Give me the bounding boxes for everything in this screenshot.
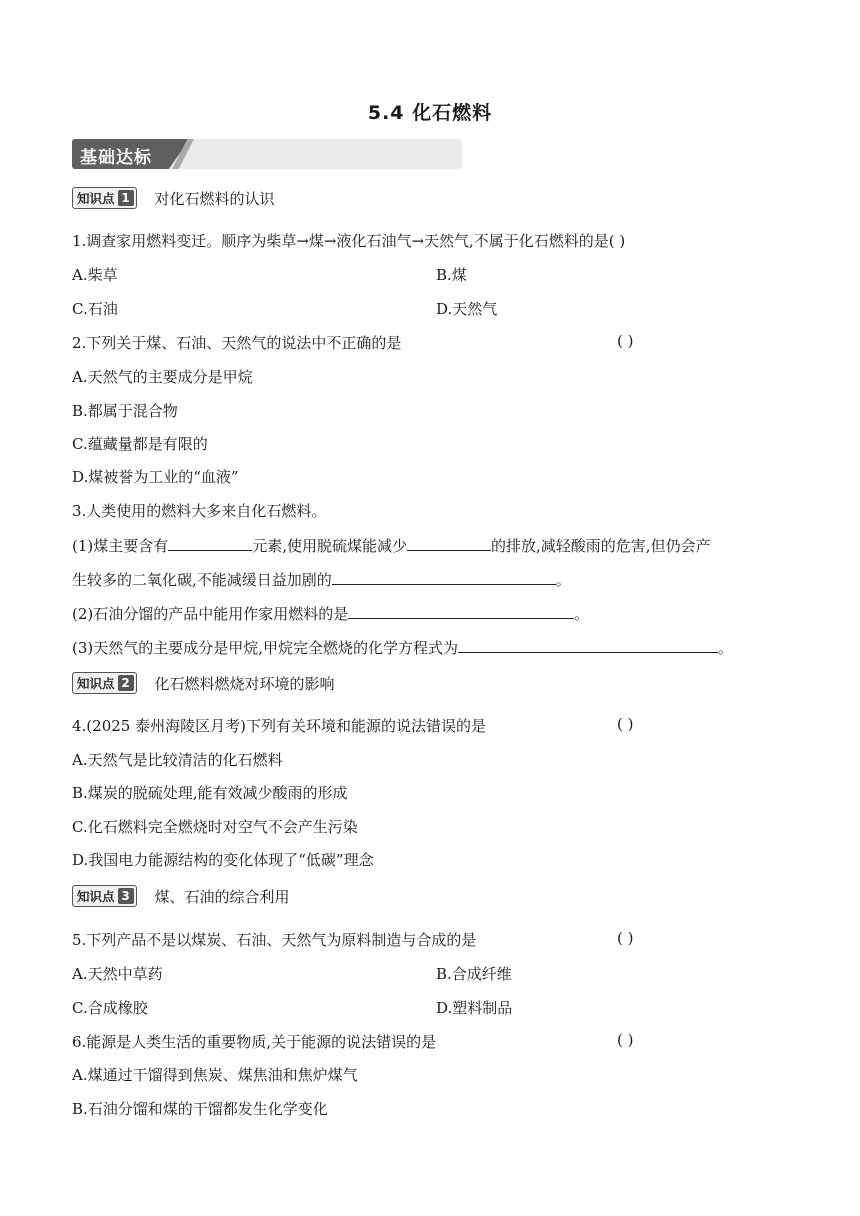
q6-option-a: A.煤通过干馏得到焦炭、煤焦油和焦炉煤气 bbox=[72, 1066, 358, 1084]
q3-part-1-line-2: 生较多的二氧化碳,不能减缓日益加剧的 。 bbox=[72, 571, 571, 589]
answer-parentheses: ( ) bbox=[617, 715, 634, 733]
q2-option-a: A.天然气的主要成分是甲烷 bbox=[72, 368, 253, 386]
q2-option-c: C.蕴藏量都是有限的 bbox=[72, 435, 208, 453]
knowledge-point-1 bbox=[72, 188, 275, 208]
q5-option-b: B.合成纤维 bbox=[436, 965, 512, 983]
q3-part-1-line-1: (1)煤主要含有 元素,使用脱硫煤能减少 的排放,减轻酸雨的危害,但仍会产 bbox=[72, 537, 711, 555]
q4-option-c: C.化石燃料完全燃烧时对空气不会产生污染 bbox=[72, 818, 358, 836]
q4-option-d: D.我国电力能源结构的变化体现了“低碳”理念 bbox=[72, 851, 374, 869]
question-3-stem: 3.人类使用的燃料大多来自化石燃料。 bbox=[72, 502, 327, 520]
answer-parentheses: ( ) bbox=[617, 332, 634, 350]
question-5-stem: 5.下列产品不是以煤炭、石油、天然气为原料制造与合成的是 bbox=[72, 931, 477, 949]
q1-option-b: B.煤 bbox=[436, 266, 467, 284]
q5-option-a: A.天然中草药 bbox=[72, 965, 163, 983]
q1-option-d: D.天然气 bbox=[436, 300, 498, 318]
q4-option-b: B.煤炭的脱硫处理,能有效减少酸雨的形成 bbox=[72, 784, 348, 802]
answer-parentheses: ( ) bbox=[617, 929, 634, 947]
section-header-bar bbox=[72, 139, 462, 169]
section-label: 基础达标 bbox=[80, 148, 152, 168]
q2-option-d: D.煤被誉为工业的“血液” bbox=[72, 468, 239, 486]
question-2-stem: 2.下列关于煤、石油、天然气的说法中不正确的是 bbox=[72, 334, 402, 352]
knowledge-point-badge: 知识点 3 bbox=[72, 885, 137, 907]
knowledge-point-2 bbox=[72, 673, 335, 693]
answer-parentheses: ( ) bbox=[617, 1031, 634, 1049]
fill-blank[interactable] bbox=[332, 569, 556, 585]
q1-option-a: A.柴草 bbox=[72, 266, 118, 284]
question-4-stem: 4.(2025 泰州海陵区月考)下列有关环境和能源的说法错误的是 bbox=[72, 717, 486, 735]
question-1-stem: 1.调查家用燃料变迁。顺序为柴草→煤→液化石油气→天然气,不属于化石燃料的是( ) bbox=[72, 232, 626, 250]
page-title: 5.4 化石燃料 bbox=[367, 102, 493, 124]
question-6-stem: 6.能源是人类生活的重要物质,关于能源的说法错误的是 bbox=[72, 1033, 437, 1051]
knowledge-point-badge: 知识点 2 bbox=[72, 672, 137, 694]
q2-option-b: B.都属于混合物 bbox=[72, 402, 178, 420]
q5-option-c: C.合成橡胶 bbox=[72, 999, 148, 1017]
q3-part-3: (3)天然气的主要成分是甲烷,甲烷完全燃烧的化学方程式为 。 bbox=[72, 639, 734, 657]
q4-option-a: A.天然气是比较清洁的化石燃料 bbox=[72, 751, 283, 769]
knowledge-point-text: 对化石燃料的认识 bbox=[154, 189, 275, 208]
q1-option-c: C.石油 bbox=[72, 300, 118, 318]
q3-part-2: (2)石油分馏的产品中能用作家用燃料的是 。 bbox=[72, 605, 590, 623]
knowledge-point-text: 化石燃料燃烧对环境的影响 bbox=[154, 674, 335, 693]
fill-blank[interactable] bbox=[407, 535, 491, 551]
knowledge-point-3 bbox=[72, 886, 290, 906]
fill-blank[interactable] bbox=[458, 637, 718, 653]
fill-blank[interactable] bbox=[348, 603, 574, 619]
q5-option-d: D.塑料制品 bbox=[436, 999, 513, 1017]
knowledge-point-badge: 知识点 1 bbox=[72, 187, 137, 209]
fill-blank[interactable] bbox=[168, 535, 252, 551]
q6-option-b: B.石油分馏和煤的干馏都发生化学变化 bbox=[72, 1100, 328, 1118]
knowledge-point-text: 煤、石油的综合利用 bbox=[154, 887, 290, 906]
